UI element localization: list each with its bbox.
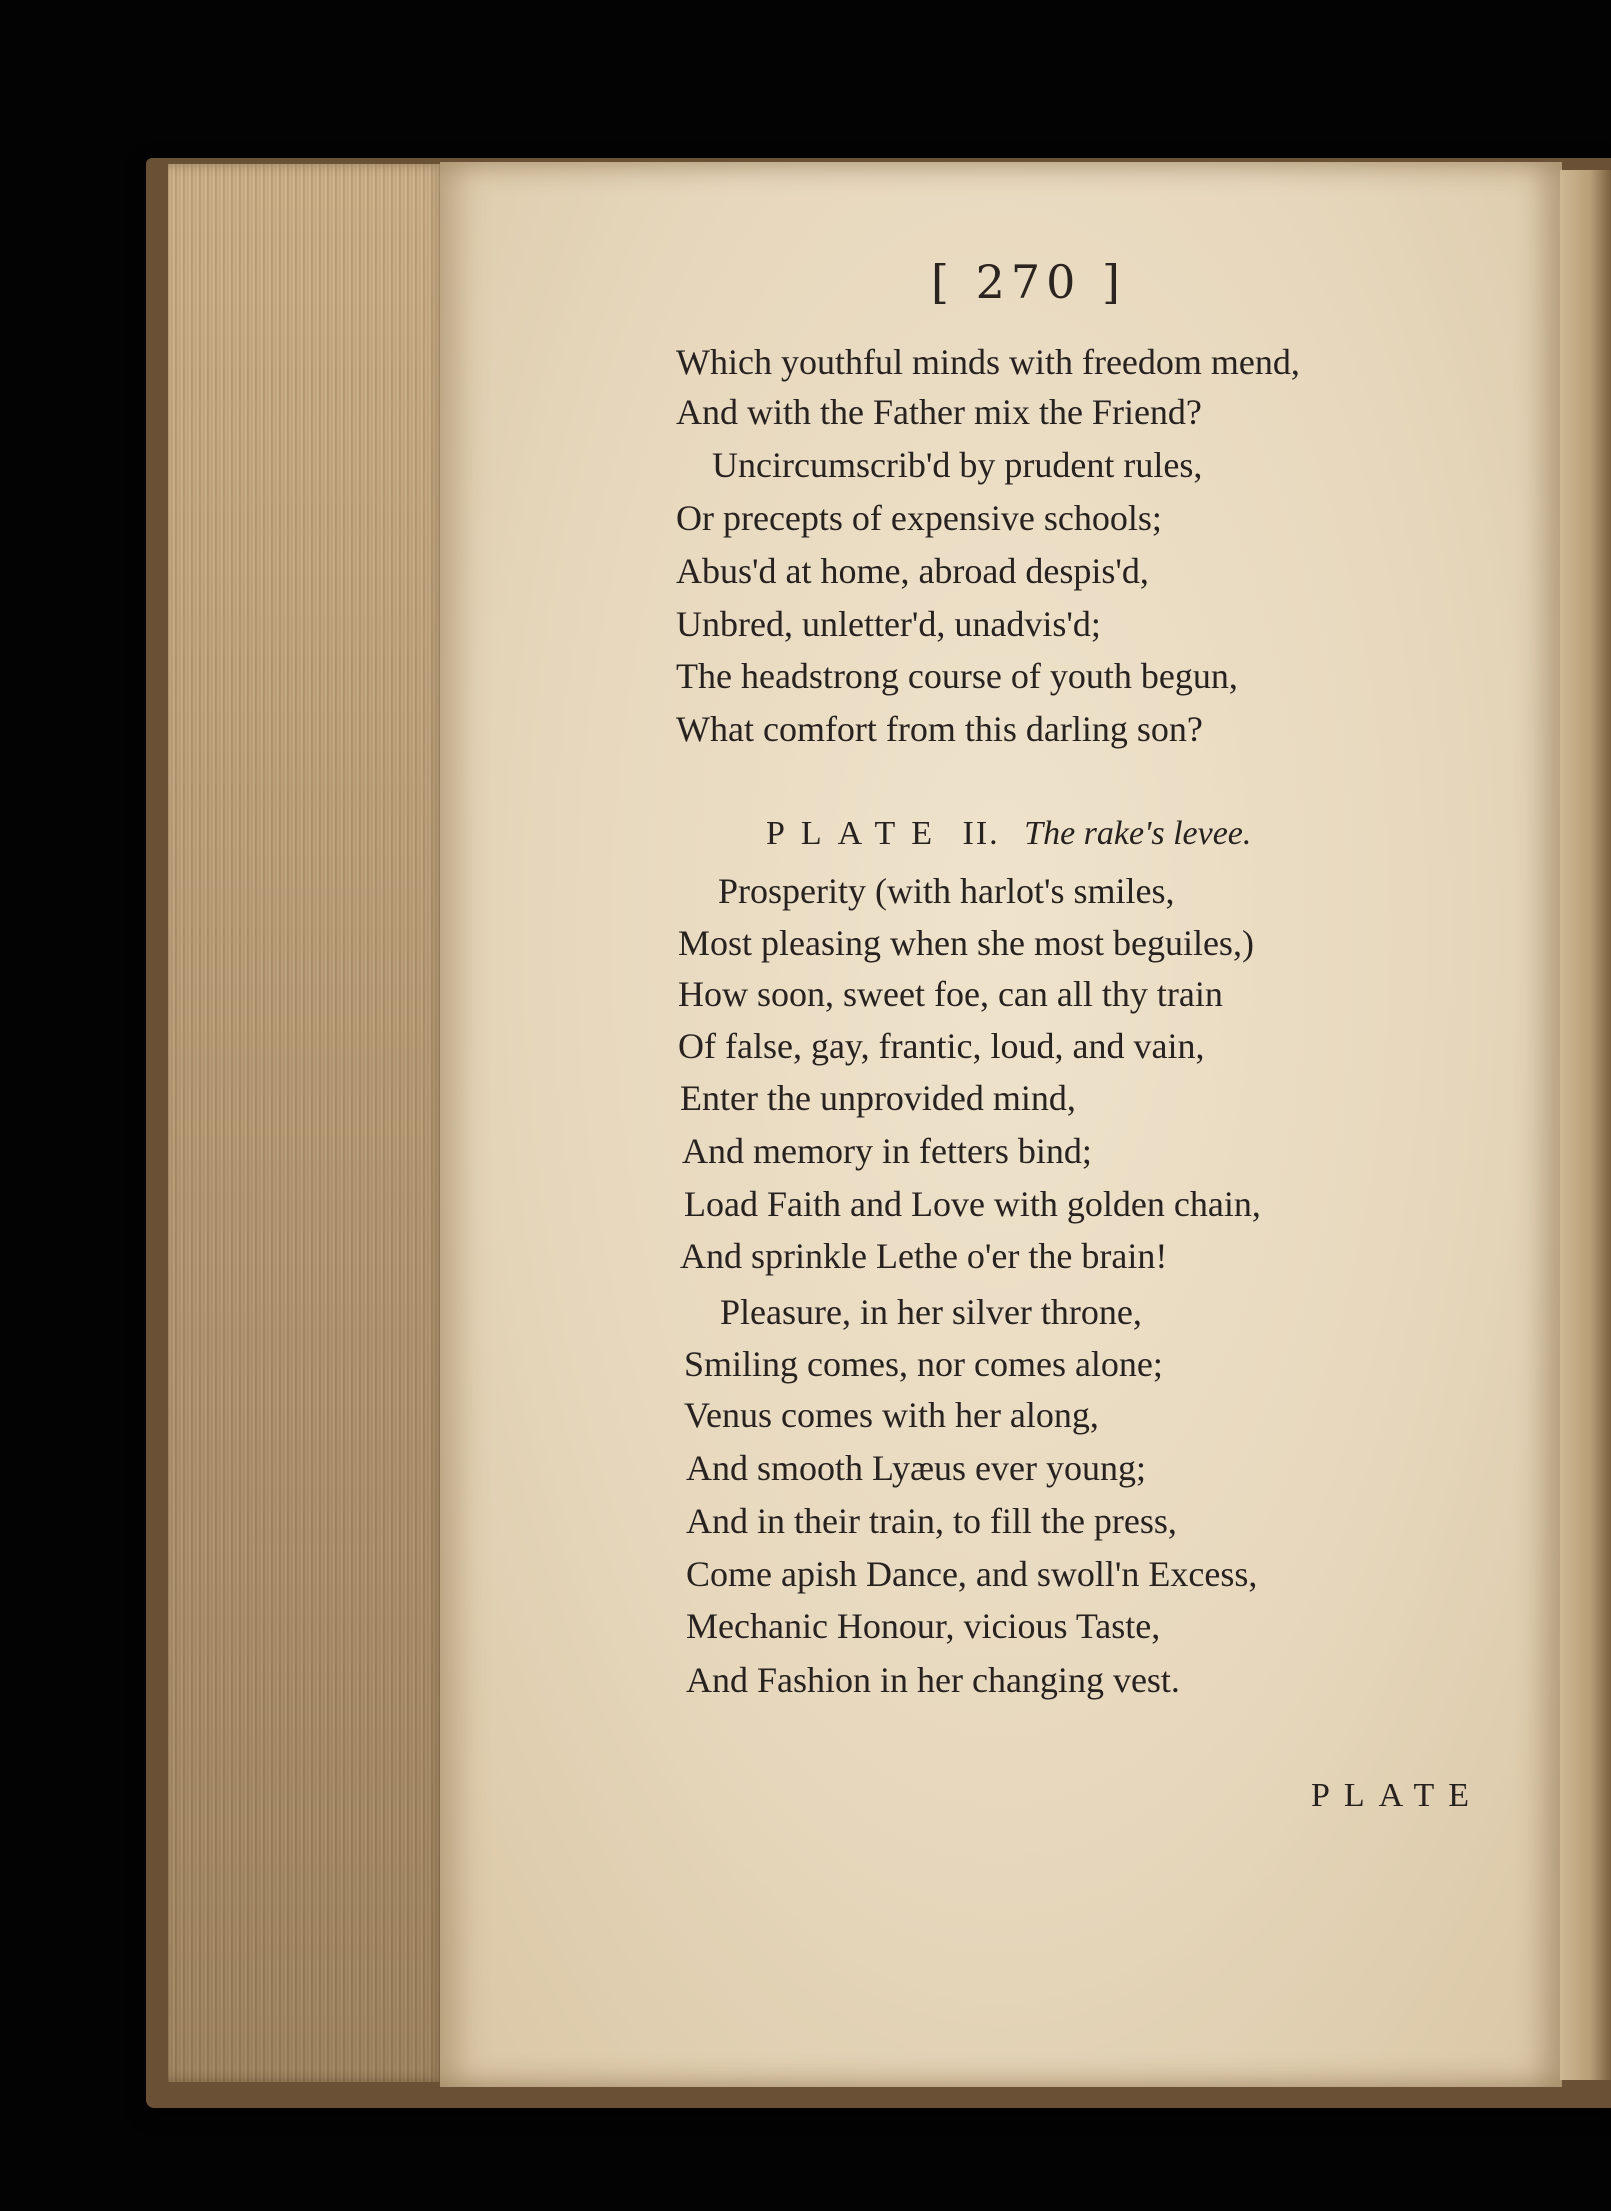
page-number: [ 270 ] [931,255,1126,309]
verse-line: Prosperity (with harlot's smiles, [718,871,1175,911]
verse-line: How soon, sweet foe, can all thy train [678,974,1223,1014]
verse-line: What comfort from this darling son? [676,709,1203,749]
plate-number: II. [962,815,1000,852]
verse-line: Of false, gay, frantic, loud, and vain, [678,1026,1205,1066]
verse-line: And Fashion in her changing vest. [686,1660,1180,1700]
verse-line: Most pleasing when she most beguiles,) [678,923,1254,963]
catchword: PLATE [1311,1777,1483,1814]
verse-line: And memory in fetters bind; [682,1131,1092,1171]
verse-line: And with the Father mix the Friend? [676,392,1202,432]
verse-line: And in their train, to fill the press, [686,1501,1177,1541]
plate-label: PLATE [766,815,948,852]
plate-subtitle: The rake's levee. [1024,815,1252,852]
verse-line: Come apish Dance, and swoll'n Excess, [686,1554,1258,1594]
page-edges [168,164,448,2082]
verse-line: Unbred, unletter'd, unadvis'd; [676,604,1101,644]
verse-line: Which youthful minds with freedom mend, [676,342,1300,382]
verse-line: And sprinkle Lethe o'er the brain! [680,1236,1168,1276]
facing-page-edge [1560,170,1611,2080]
verse-line: And smooth Lyæus ever young; [686,1448,1146,1488]
plate-heading [766,815,1251,853]
verse-line: Load Faith and Love with golden chain, [684,1184,1261,1224]
verse-line: Smiling comes, nor comes alone; [684,1344,1163,1384]
verse-line: The headstrong course of youth begun, [676,656,1238,696]
verse-line: Or precepts of expensive schools; [676,498,1162,538]
verse-line: Pleasure, in her silver throne, [720,1292,1142,1332]
verse-line: Uncircumscrib'd by prudent rules, [712,445,1203,485]
verse-line: Venus comes with her along, [684,1395,1099,1435]
verse-line: Abus'd at home, abroad despis'd, [676,551,1149,591]
verse-line: Mechanic Honour, vicious Taste, [686,1606,1161,1646]
verse-line: Enter the unprovided mind, [680,1078,1076,1118]
